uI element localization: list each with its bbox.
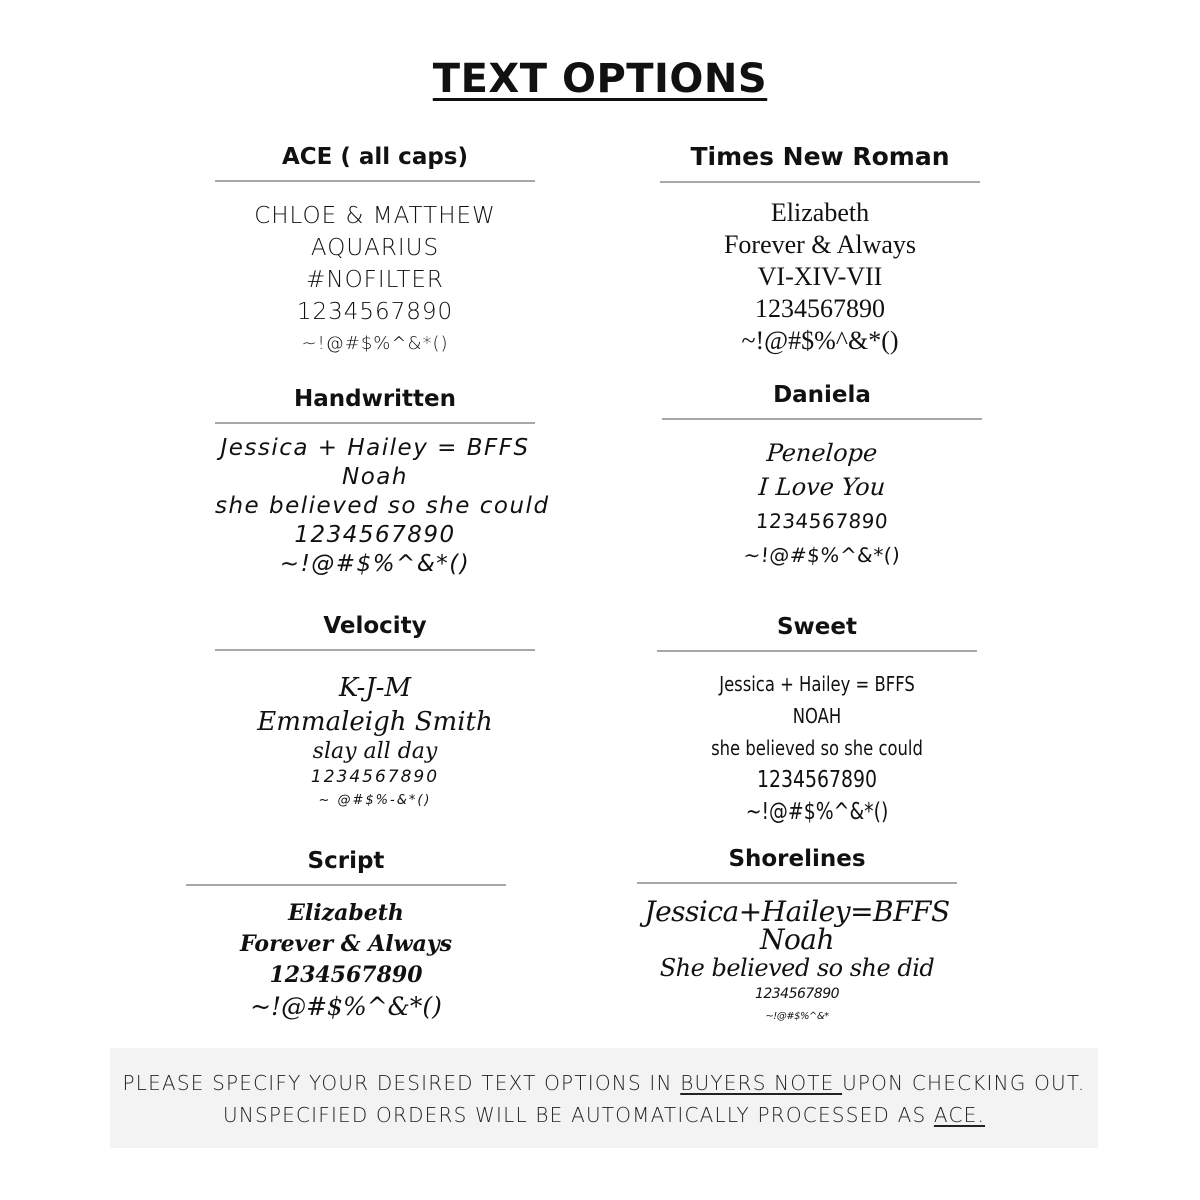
sample-line: 1234567890: [756, 767, 878, 793]
sample-line: She believed so she did: [659, 954, 935, 982]
sample-line: NOAH: [792, 704, 842, 728]
font-sample: [660, 197, 980, 357]
sample-line: Jessica + Hailey = BFFS: [220, 435, 530, 461]
font-option-handwritten: [215, 386, 550, 579]
sample-line: ~!@#$%^&*(): [741, 326, 899, 355]
sample-line: Elizabeth: [770, 198, 870, 227]
font-sample: [637, 895, 957, 1028]
font-heading: Velocity: [215, 613, 535, 651]
font-heading: Daniela: [662, 382, 982, 420]
sample-line: slay all day: [312, 739, 438, 764]
sample-line: Forever & Always: [239, 931, 453, 957]
font-heading: ACE ( all caps): [215, 144, 535, 182]
font-sample: [215, 200, 535, 360]
font-option-sweet: [657, 614, 977, 828]
font-sample: [215, 671, 535, 813]
font-sample: [186, 898, 506, 1022]
sample-line: CHLOE & MATTHEW: [254, 203, 496, 229]
font-heading: Shorelines: [637, 846, 957, 884]
sample-line: 1234567890: [269, 962, 423, 988]
page-title: TEXT OPTIONS: [432, 56, 768, 102]
font-sample: [215, 434, 550, 579]
sample-line: Elizabeth: [288, 900, 404, 926]
instructions-note: [110, 1048, 1098, 1148]
sample-line: ~!@#$%^&*: [765, 1011, 829, 1022]
font-heading: Script: [186, 848, 506, 886]
sample-line: Noah: [759, 923, 835, 956]
font-option-velocity: [215, 613, 535, 813]
sample-line: 1234567890: [755, 294, 885, 323]
font-option-ace: [215, 144, 535, 360]
sample-line: ~!@#$%^&*(): [301, 333, 449, 354]
note-text: UPON CHECKING OUT.: [842, 1071, 1086, 1095]
font-option-times-new-roman: [660, 142, 980, 357]
sample-line: 1234567890: [754, 986, 840, 1002]
font-sample: [657, 668, 977, 828]
font-heading: Times New Roman: [660, 142, 980, 183]
sample-line: she believed so she could: [215, 493, 550, 519]
sample-line: #NOFILTER: [306, 267, 444, 293]
note-line-1: [110, 1067, 1098, 1099]
ace-default-emphasis: ACE.: [933, 1103, 986, 1127]
sample-line: Jessica+Hailey=BFFS: [644, 895, 950, 928]
font-option-daniela: [662, 382, 982, 572]
font-option-script: [186, 848, 506, 1022]
font-heading: Handwritten: [215, 386, 535, 424]
sample-line: 1234567890: [755, 509, 889, 533]
sample-line: VI-XIV-VII: [757, 262, 883, 291]
sample-line: 1234567890: [294, 522, 456, 548]
sample-line: AQUARIUS: [310, 235, 440, 261]
sample-line: 1234567890: [310, 767, 440, 787]
sample-line: ~!@#$%^&*(): [745, 799, 889, 825]
sample-line: Emmaleigh Smith: [257, 707, 493, 737]
font-option-shorelines: [637, 846, 957, 1028]
sample-line: ~!@#$%^&*(): [279, 551, 471, 577]
buyers-note-emphasis: BUYERS NOTE: [680, 1071, 843, 1095]
note-text: PLEASE SPECIFY YOUR DESIRED TEXT OPTIONS IN: [122, 1071, 681, 1095]
sample-line: Jessica + Hailey = BFFS: [719, 672, 915, 696]
font-heading: Sweet: [657, 614, 977, 652]
sample-line: ~!@#$%^&*(): [742, 543, 902, 567]
sample-line: I Love You: [757, 473, 887, 501]
font-sample: [662, 436, 982, 572]
sample-line: Noah: [342, 464, 408, 490]
sample-line: ~ @#$%-&*(): [318, 793, 432, 808]
sample-line: ~!@#$%^&*(): [250, 992, 442, 1021]
sample-line: 1234567890: [296, 299, 454, 325]
sample-line: Penelope: [765, 439, 879, 467]
sample-line: K-J-M: [338, 673, 412, 703]
note-line-2: [110, 1099, 1098, 1131]
note-text: UNSPECIFIED ORDERS WILL BE AUTOMATICALLY PROCESSED AS: [222, 1103, 934, 1127]
sample-line: Forever & Always: [723, 230, 917, 259]
sample-line: she believed so she could: [711, 736, 923, 760]
